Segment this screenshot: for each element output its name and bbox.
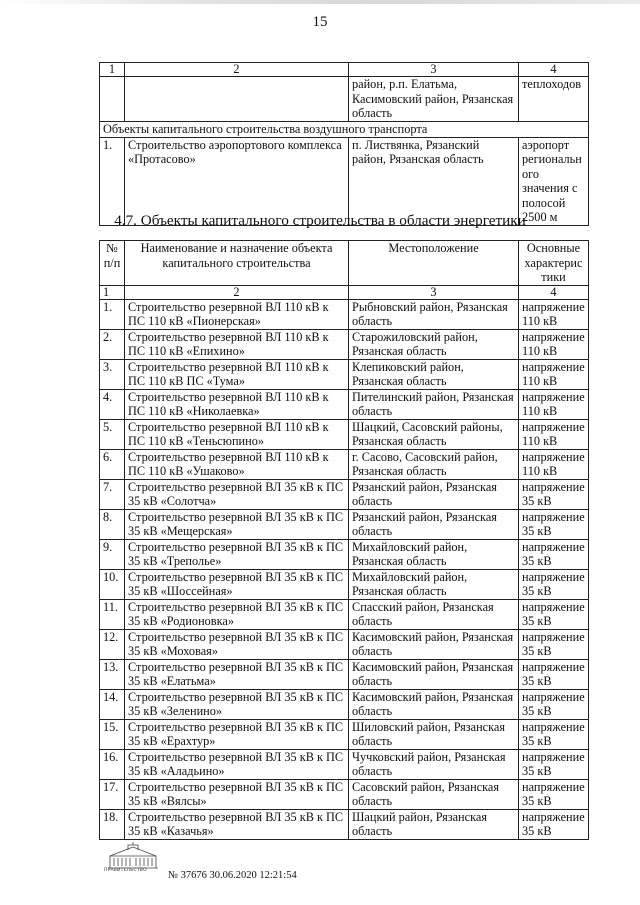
column-number-row [100, 63, 589, 77]
characteristics-cell: напряжение 35 кВ [519, 509, 589, 539]
table-row [100, 569, 589, 599]
document-registration: № 37676 30.06.2020 12:21:54 [168, 870, 297, 881]
characteristics-cell: напряжение 35 кВ [519, 719, 589, 749]
row-number: 16. [100, 749, 125, 779]
row-number: 7. [100, 479, 125, 509]
object-name-cell: Строительство резервной ВЛ 35 кВ к ПС 35 кВ «Солотча» [125, 479, 349, 509]
location-cell: Михайловский район, Рязанская область [349, 539, 519, 569]
object-name-cell: Строительство резервной ВЛ 35 кВ к ПС 35 кВ «Зеленино» [125, 689, 349, 719]
characteristics-cell: напряжение 35 кВ [519, 479, 589, 509]
column-number: 3 [349, 63, 519, 77]
object-name-cell: Строительство резервной ВЛ 110 кВ к ПС 110 кВ «Николаевка» [125, 389, 349, 419]
header-num: № п/п [100, 241, 125, 286]
header-name: Наименование и назначение объекта капитального строительства [125, 241, 349, 286]
row-number: 2. [100, 329, 125, 359]
row-number: 4. [100, 389, 125, 419]
location-cell: Рязанский район, Рязанская область [349, 479, 519, 509]
location-cell: Пителинский район, Рязанская область [349, 389, 519, 419]
object-name-cell: Строительство резервной ВЛ 110 кВ к ПС 110 кВ «Епихино» [125, 329, 349, 359]
location-cell: район, р.п. Елатьма, Касимовский район, Рязанская область [349, 77, 519, 122]
characteristics-cell: теплоходов [519, 77, 589, 122]
object-name-cell: Строительство резервной ВЛ 35 кВ к ПС 35 кВ «Ерахтур» [125, 719, 349, 749]
document-footer [104, 842, 364, 892]
characteristics-cell: напряжение 110 кВ [519, 449, 589, 479]
location-cell: Михайловский район, Рязанская область [349, 569, 519, 599]
table-row [100, 689, 589, 719]
row-number: 18. [100, 809, 125, 839]
table-row [100, 539, 589, 569]
row-number: 9. [100, 539, 125, 569]
location-cell: Старожиловский район, Рязанская область [349, 329, 519, 359]
characteristics-cell: напряжение 110 кВ [519, 299, 589, 329]
characteristics-cell: напряжение 110 кВ [519, 329, 589, 359]
location-cell: Клепиковский район, Рязанская область [349, 359, 519, 389]
object-name-cell: Строительство резервной ВЛ 35 кВ к ПС 35 кВ «Треполье» [125, 539, 349, 569]
characteristics-cell: напряжение 35 кВ [519, 779, 589, 809]
row-number: 1. [100, 137, 125, 225]
column-number: 1 [100, 63, 125, 77]
object-name-cell: Строительство резервной ВЛ 35 кВ к ПС 35 кВ «Родионовка» [125, 599, 349, 629]
location-cell: Сасовский район, Рязанская область [349, 779, 519, 809]
object-name-cell: Строительство резервной ВЛ 110 кВ к ПС 110 кВ ПС «Тума» [125, 359, 349, 389]
table-row [100, 359, 589, 389]
object-name-cell: Строительство резервной ВЛ 35 кВ к ПС 35 кВ «Аладьино» [125, 749, 349, 779]
scan-top-edge [0, 0, 640, 4]
row-number: 6. [100, 449, 125, 479]
row-number: 10. [100, 569, 125, 599]
table-row [100, 479, 589, 509]
object-name-cell: Строительство резервной ВЛ 35 кВ к ПС 35 кВ «Мещерская» [125, 509, 349, 539]
characteristics-cell: напряжение 35 кВ [519, 749, 589, 779]
table-row [100, 77, 589, 122]
location-cell: Чучковский район, Рязанская область [349, 749, 519, 779]
table-row [100, 419, 589, 449]
location-cell: Шиловский район, Рязанская область [349, 719, 519, 749]
energy-objects-table [99, 240, 589, 840]
location-cell: Рыбновский район, Рязанская область [349, 299, 519, 329]
location-cell: Касимовский район, Рязанская область [349, 659, 519, 689]
characteristics-cell: аэропорт регионального значения с полосой 2500 м [519, 137, 589, 225]
row-number: 17. [100, 779, 125, 809]
table-header-row [100, 241, 589, 286]
column-number: 4 [519, 285, 589, 299]
location-cell: Шацкий, Сасовский районы, Рязанская область [349, 419, 519, 449]
object-name-cell: Строительство резервной ВЛ 110 кВ к ПС 110 кВ «Пионерская» [125, 299, 349, 329]
column-number: 2 [125, 63, 349, 77]
column-number-row [100, 285, 589, 299]
characteristics-cell: напряжение 35 кВ [519, 809, 589, 839]
column-number: 1 [100, 285, 125, 299]
table-row [100, 719, 589, 749]
row-number: 12. [100, 629, 125, 659]
row-number: 3. [100, 359, 125, 389]
table-row [100, 659, 589, 689]
section-heading-row [100, 122, 589, 138]
table-row [100, 599, 589, 629]
row-number: 13. [100, 659, 125, 689]
table-row [100, 629, 589, 659]
characteristics-cell: напряжение 35 кВ [519, 629, 589, 659]
location-cell: Касимовский район, Рязанская область [349, 629, 519, 659]
object-name-cell: Строительство резервной ВЛ 110 кВ к ПС 110 кВ «Теньсюпино» [125, 419, 349, 449]
object-name-cell: Строительство резервной ВЛ 35 кВ к ПС 35 кВ «Вялсы» [125, 779, 349, 809]
table-row [100, 389, 589, 419]
location-cell: г. Сасово, Сасовский район, Рязанская область [349, 449, 519, 479]
object-name-cell: Строительство резервной ВЛ 35 кВ к ПС 35 кВ «Елатьма» [125, 659, 349, 689]
characteristics-cell: напряжение 35 кВ [519, 689, 589, 719]
column-number: 2 [125, 285, 349, 299]
characteristics-cell: напряжение 35 кВ [519, 539, 589, 569]
location-cell: Шацкий район, Рязанская область [349, 809, 519, 839]
object-name-cell: Строительство аэропортового комплекса «Протасово» [125, 137, 349, 225]
table-row [100, 299, 589, 329]
stamp-label: ПРАВИТЕЛЬСТВО [104, 868, 147, 873]
location-cell: Спасский район, Рязанская область [349, 599, 519, 629]
object-name-cell: Строительство резервной ВЛ 110 кВ к ПС 110 кВ «Ушаково» [125, 449, 349, 479]
section-title: 4.7. Объекты капитального строительства в области энергетики [114, 212, 526, 229]
characteristics-cell: напряжение 35 кВ [519, 569, 589, 599]
column-number: 3 [349, 285, 519, 299]
location-cell: Рязанский район, Рязанская область [349, 509, 519, 539]
table-row [100, 329, 589, 359]
row-number: 11. [100, 599, 125, 629]
characteristics-cell: напряжение 110 кВ [519, 389, 589, 419]
row-number: 1. [100, 299, 125, 329]
characteristics-cell: напряжение 35 кВ [519, 599, 589, 629]
table-row [100, 509, 589, 539]
table-row [100, 809, 589, 839]
object-name-cell: Строительство резервной ВЛ 35 кВ к ПС 35 кВ «Моховая» [125, 629, 349, 659]
table-row [100, 449, 589, 479]
object-name-cell: Строительство резервной ВЛ 35 кВ к ПС 35 кВ «Казачья» [125, 809, 349, 839]
header-characteristics: Основные характеристики [519, 241, 589, 286]
transport-objects-table [99, 62, 589, 226]
characteristics-cell: напряжение 110 кВ [519, 419, 589, 449]
characteristics-cell: напряжение 35 кВ [519, 659, 589, 689]
header-location: Местоположение [349, 241, 519, 286]
row-number: 8. [100, 509, 125, 539]
section-heading: Объекты капитального строительства воздушного транспорта [100, 122, 589, 138]
row-number: 5. [100, 419, 125, 449]
location-cell: п. Листвянка, Рязанский район, Рязанская область [349, 137, 519, 225]
object-name-cell: Строительство резервной ВЛ 35 кВ к ПС 35 кВ «Шоссейная» [125, 569, 349, 599]
table-row [100, 749, 589, 779]
row-number: 15. [100, 719, 125, 749]
characteristics-cell: напряжение 110 кВ [519, 359, 589, 389]
column-number: 4 [519, 63, 589, 77]
location-cell: Касимовский район, Рязанская область [349, 689, 519, 719]
table-row [100, 779, 589, 809]
page-number: 15 [312, 14, 328, 30]
row-number: 14. [100, 689, 125, 719]
